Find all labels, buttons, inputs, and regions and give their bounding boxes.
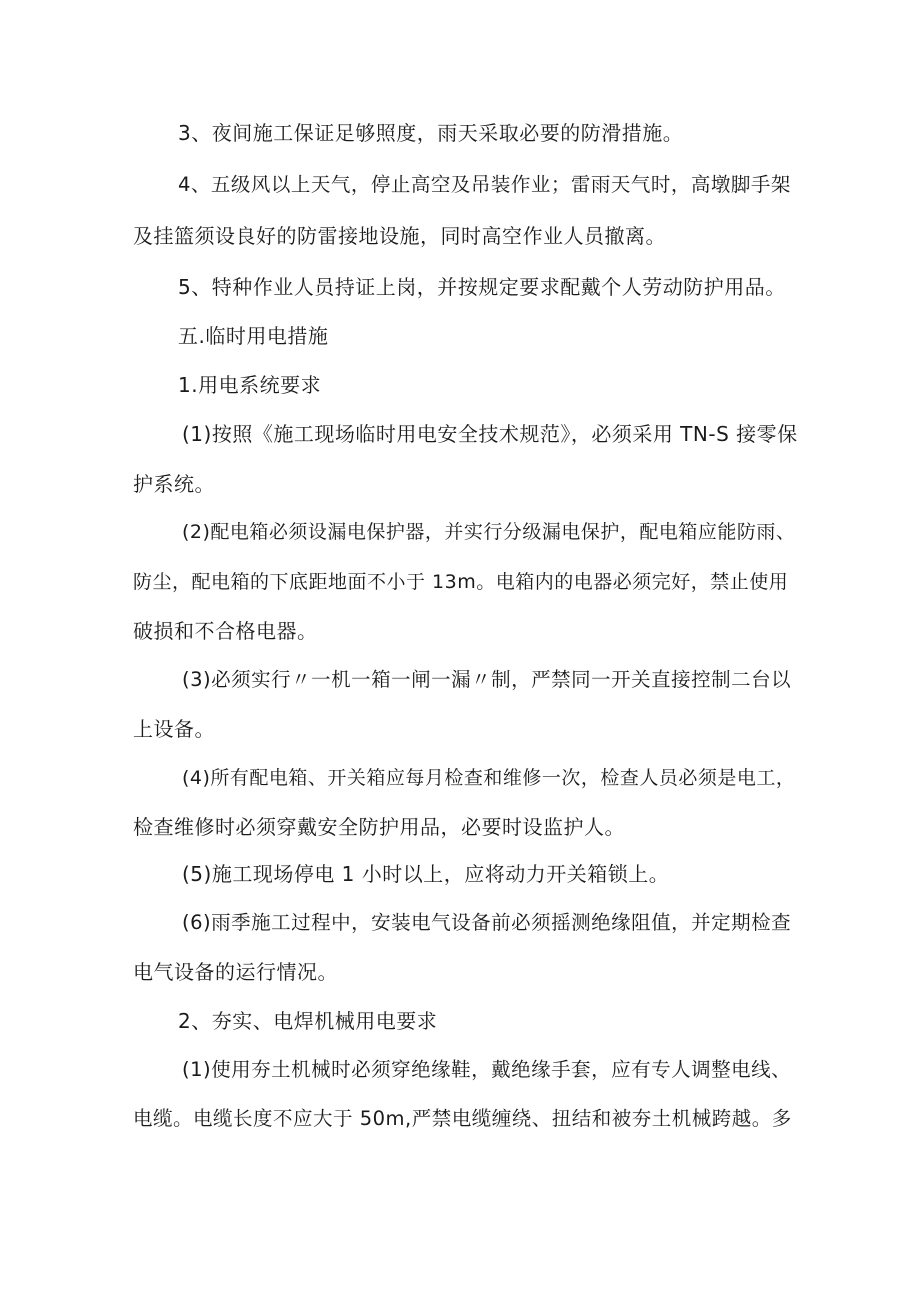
tamper-item-1-line-2: 电缆。电缆长度不应大于 50m,严禁电缆缠绕、扭结和被夯土机械跨越。多: [133, 1107, 792, 1130]
item-6-line-1: (6)雨季施工过程中，安装电气设备前必须摇测绝缘阻值，并定期检查: [182, 911, 792, 934]
item-5-line-1: (5)施工现场停电 1 小时以上，应将动力开关箱锁上。: [182, 862, 670, 886]
item-1-line-1: (1)按照《施工现场临时用电安全技术规范》，必须采用 TN-S 接零保: [182, 422, 798, 446]
para-4-line-2: 及挂篮须设良好的防雷接地设施，同时高空作业人员撤离。: [133, 224, 666, 248]
item-4-line-2: 检查维修时必须穿戴安全防护用品，必要时设监护人。: [133, 815, 625, 839]
item-2-line-2: 防尘，配电箱的下底距地面不小于 13m。电箱内的电器必须完好，禁止使用: [133, 571, 789, 593]
item-2-line-1: (2)配电箱必须设漏电保护器，并实行分级漏电保护，配电箱应能防雨、: [182, 521, 796, 543]
subheading-1: 1.用电系统要求: [178, 373, 322, 397]
item-3-line-1: (3)必须实行〃一机一箱一闸一漏〃制，严禁同一开关直接控制二台以: [182, 668, 792, 691]
item-6-line-2: 电气设备的运行情况。: [133, 960, 338, 984]
item-1-line-2: 护系统。: [133, 472, 215, 496]
para-5-line-1: 5、特种作业人员持证上岗，并按规定要求配戴个人劳动防护用品。: [178, 275, 786, 299]
subheading-2: 2、夯实、电焊机械用电要求: [178, 1009, 438, 1033]
section-heading-5: 五.临时用电措施: [178, 324, 329, 348]
item-2-line-3: 破损和不合格电器。: [133, 619, 318, 643]
tamper-item-1-line-1: (1)使用夯土机械时必须穿绝缘鞋，戴绝缘手套，应有专人调整电线、: [182, 1058, 792, 1081]
para-4-line-1: 4、五级风以上天气，停止高空及吊装作业；雷雨天气时，高墩脚手架: [178, 173, 791, 196]
para-3-line-1: 3、夜间施工保证足够照度，雨天采取必要的防滑措施。: [178, 121, 684, 145]
item-4-line-1: (4)所有配电箱、开关箱应每月检查和维修一次，检查人员必须是电工，: [182, 767, 796, 789]
item-3-line-2: 上设备。: [133, 717, 215, 741]
